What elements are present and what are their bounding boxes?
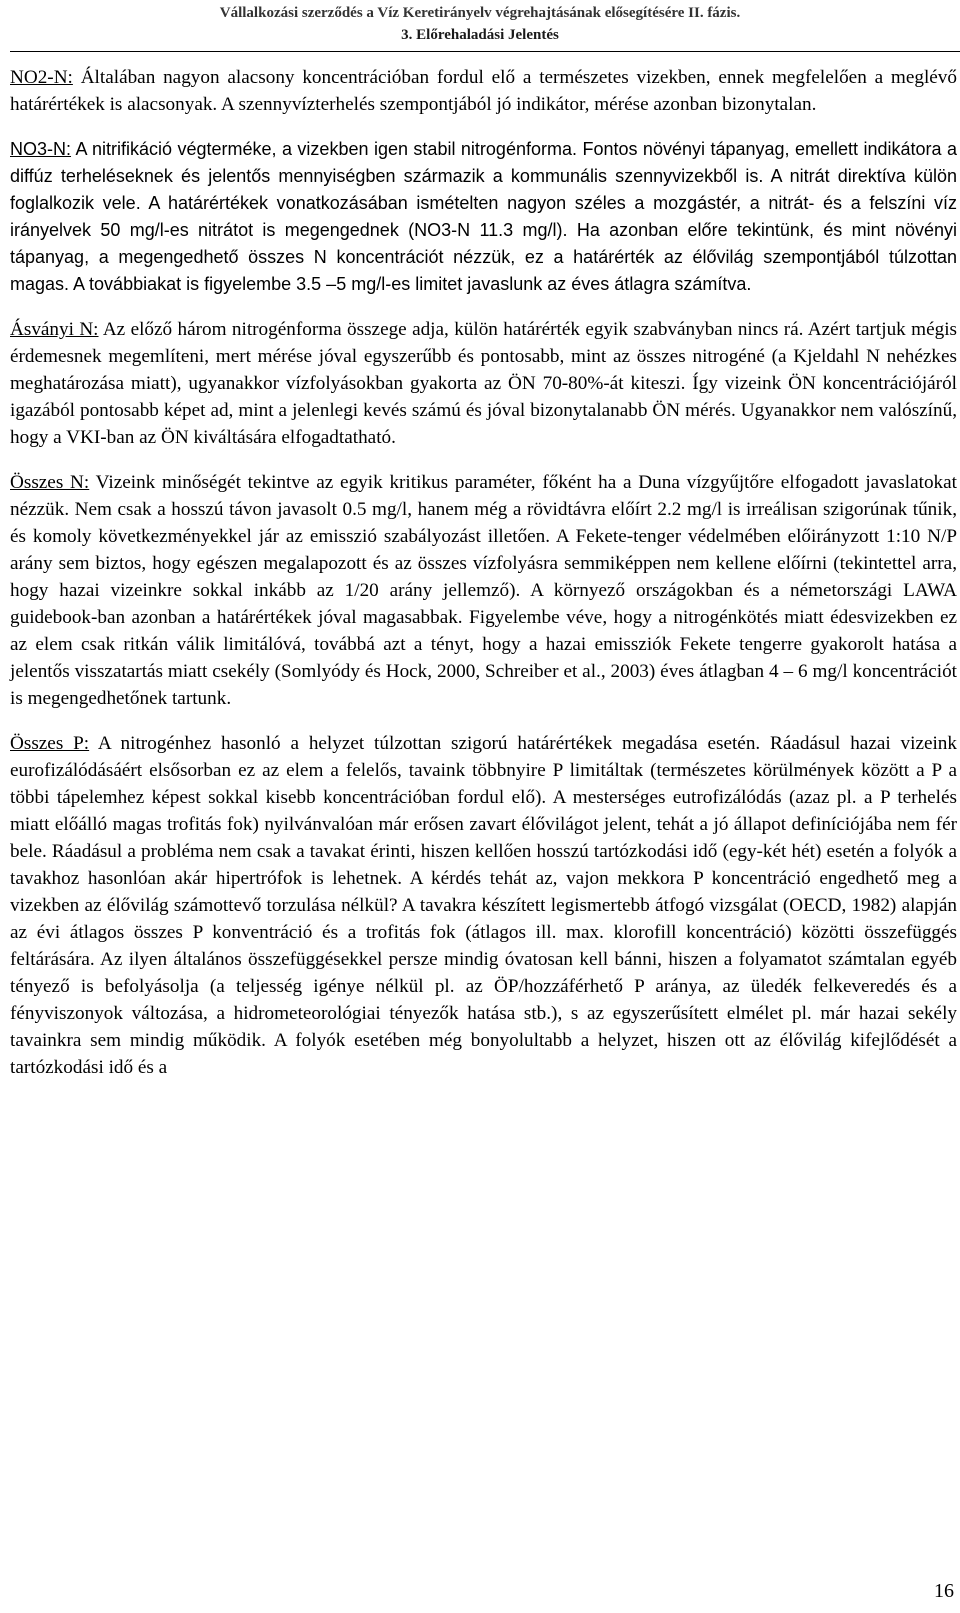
paragraph-no3n — [10, 136, 957, 298]
paragraph-label: NO2-N: — [10, 67, 73, 88]
paragraph-text: A nitrifikáció végterméke, a vizekben igen stabil nitrogénforma. Fontos növényi tápanyag, emellett indikátora a diffúz terheléseknek és jelentős mennyiségben származik a kommunális szennyvizekből is. A nitrát direktíva külön foglalkozik vele. A határértékek vonatkozásában ismételten nagyon széles a mozgástér, a nitrát- és a felszíni víz irányelvek 50 mg/l-es nitrátot is megengednek (NO3-N 11.3 mg/l). Ha azonban előre tekintünk, és mint növényi tápanyag, a megengedhető összes N koncentrációt nézzük, ez a határérték az élővilág szempontjából túlzottan magas. A továbbiakat is figyelembe 3.5 –5 mg/l-es limitet javaslunk az éves átlagra számítva. — [10, 139, 957, 294]
paragraph-label: Ásványi N: — [10, 319, 99, 340]
paragraph-osszes-n — [10, 469, 957, 712]
running-header — [0, 2, 960, 46]
body-text — [10, 64, 957, 1081]
paragraph-text: A nitrogénhez hasonló a helyzet túlzottan szigorú határértékek megadása esetén. Ráadásul hazai vizeink eurofizálódásáért elsősorban ez az elem a felelős, tavaink többnyire P limitáltak (természetes körülmények között a P a többi tápelemhez képest sokkal kisebb koncentrációban fordul elő). A mesterséges eutrofizálódás (azaz pl. a P terhelés miatt előálló magas trofitás fok) nyilvánvalóan már erősen zavart élővilágot jelent, tehát a jó állapot definíciójába nem fér bele. Ráadásul a probléma nem csak a tavakat érinti, hiszen kellően hosszú tartózkodási idő (egy-két hét) esetén a folyók a tavakhoz hasonlóan akár hipertrófok is lehetnek. A kérdés tehát az, vajon mekkora P koncentráció engedhető meg a vizekben az élővilág számottevő torzulása nélkül? A tavakra készített legismertebb átfogó vizsgálat (OECD, 1982) alapján az évi átlagos összes P konventráció és a trofitás fok (átlagos ill. max. klorofill koncentráció) közötti összefüggés feltárására. Az ilyen általános összefüggésekkel persze mindig óvatosan kell bánni, hiszen a folyamatot számtalan egyéb tényező is befolyásolja (a teljesség igénye nélkül pl. az ÖP/hozzáférhető P aránya, az üledék felkeveredés és a fényviszonyok változása, a hidrometeorológiai tényezők hatása stb.), s az egyszerűsített elmélet pl. már hazai sekély tavainkra sem mindig működik. A folyók esetében még bonyolultabb a helyzet, hiszen ott az élővilág kifejlődését a tartózkodási idő és a — [10, 733, 957, 1078]
paragraph-text: Vizeink minőségét tekintve az egyik kritikus paraméter, főként ha a Duna vízgyűjtőre elfogadott javaslatokat nézzük. Nem csak a hosszú távon javasolt 0.5 mg/l, hanem még a rövidtávra előírt 2.2 mg/l is irreálisan szigorúnak tűnik, és komoly következményekkel jár az emisszió szabályozást illetően. A Fekete-tenger védelmében előirányzott 1:10 N/P arány sem biztos, hogy egészen megalapozott és az összes vízfolyásra semmiképpen nem kellene előírni (tekintettel arra, hogy hazai vizeinkre sokkal inkább az 1/20 arány jellemző). A környező országokban és a németországi LAWA guidebook-ban azonban a határértékek jóval magasabbak. Figyelembe véve, hogy a nitrogénkötés miatt édesvizekben ez az elem csak ritkán válik limitálóvá, továbbá azt a tényt, hogy a hazai emissziók Fekete tengerre gyakorolt hatása a jelentős visszatartás miatt csekély (Somlyódy és Hock, 2000, Schreiber et al., 2003) éves átlagban 4 – 6 mg/l koncentrációt is megengedhetőnek tartunk. — [10, 472, 957, 709]
header-title: Vállalkozási szerződés a Víz Keretirányelv végrehajtásának elősegítésére II. fázis. — [219, 5, 741, 21]
paragraph-text: Az előző három nitrogénforma összege adja, külön határérték egyik szabványban nincs rá. Azért tartjuk mégis érdemesnek megemlíteni, mert mérése jóval egyszerűbb és pontosabb, mint az összes nitrogéné (a Kjeldahl N nehézkes meghatározása miatt), ugyanakkor vízfolyásokban gyakorta az ÖN 70-80%-át kiteszi. Így vizeink ÖN koncentrációjáról igazából pontosabb képet ad, mint a jelenlegi kevés számú és jóval bizonytalanabb ÖN mérés. Ugyanakkor nem valószínű, hogy a VKI-ban az ÖN kiváltására elfogadtatható. — [10, 319, 957, 448]
header-divider — [10, 51, 960, 52]
paragraph-label: Összes P: — [10, 733, 90, 754]
paragraph-text: Általában nagyon alacsony koncentrációban fordul elő a természetes vizekben, ennek megfelelően a meglévő határértékek is alacsonyak. A szennyvízterhelés szempontjából jó indikátor, mérése azonban bizonytalan. — [10, 67, 957, 115]
paragraph-label: NO3-N: — [10, 139, 72, 159]
paragraph-no2n — [10, 64, 957, 118]
paragraph-asvanyi-n — [10, 316, 957, 451]
paragraph-osszes-p — [10, 730, 957, 1081]
paragraph-label: Összes N: — [10, 472, 90, 493]
header-subtitle: 3. Előrehaladási Jelentés — [401, 27, 559, 43]
page-number: 16 — [934, 1580, 954, 1602]
